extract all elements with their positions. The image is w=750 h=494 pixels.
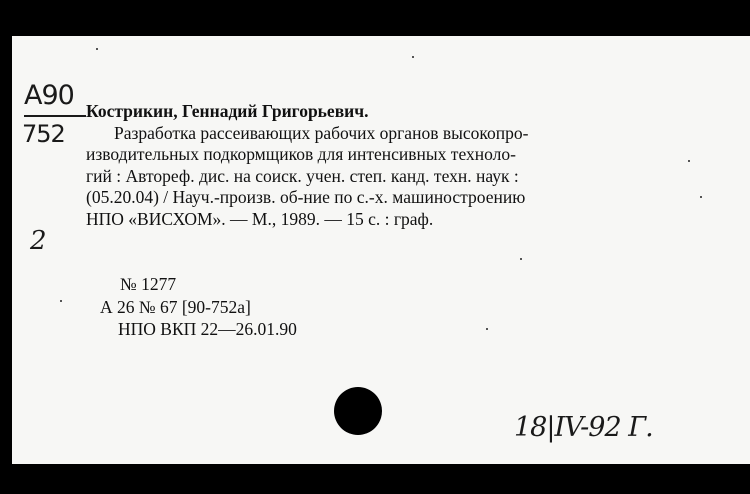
- entry-line: гий : Автореф. дис. на соиск. учен. степ. канд. техн. наук :: [86, 165, 519, 186]
- speck: [688, 160, 690, 162]
- entry-line: изводительных подкормщиков для интенсивных техноло-: [86, 144, 516, 164]
- speck: [520, 258, 522, 260]
- speck: [486, 328, 488, 330]
- registration-line: НПО ВКП 22—26.01.90: [118, 319, 297, 339]
- entry-heading: Кострикин, Геннадий Григорьевич.: [86, 101, 369, 121]
- call-number-bottom: 752: [22, 120, 65, 148]
- entry-line: НПО «ВИСХОМ». — М., 1989. — 15 с. : граф.: [86, 208, 434, 229]
- call-number-divider: [24, 115, 86, 117]
- speck: [60, 300, 62, 302]
- speck: [412, 56, 414, 58]
- speck: [700, 196, 702, 198]
- call-number-top: A90: [24, 80, 74, 111]
- punch-hole: [334, 387, 382, 435]
- entry-line: (05.20.04) / Науч.-произв. об-ние по с.-х. машиностроению: [86, 187, 526, 207]
- entry-line: Разработка рассеивающих рабочих органов высокопро-: [114, 122, 529, 143]
- copy-number: 2: [30, 226, 47, 256]
- bibliographic-entry: [86, 101, 666, 230]
- accession-number: № 1277: [120, 274, 177, 294]
- shelf-mark: А 26 № 67 [90-752а]: [100, 297, 251, 317]
- handwritten-date: 18|IV-92 Г.: [514, 412, 653, 443]
- speck: [96, 48, 98, 50]
